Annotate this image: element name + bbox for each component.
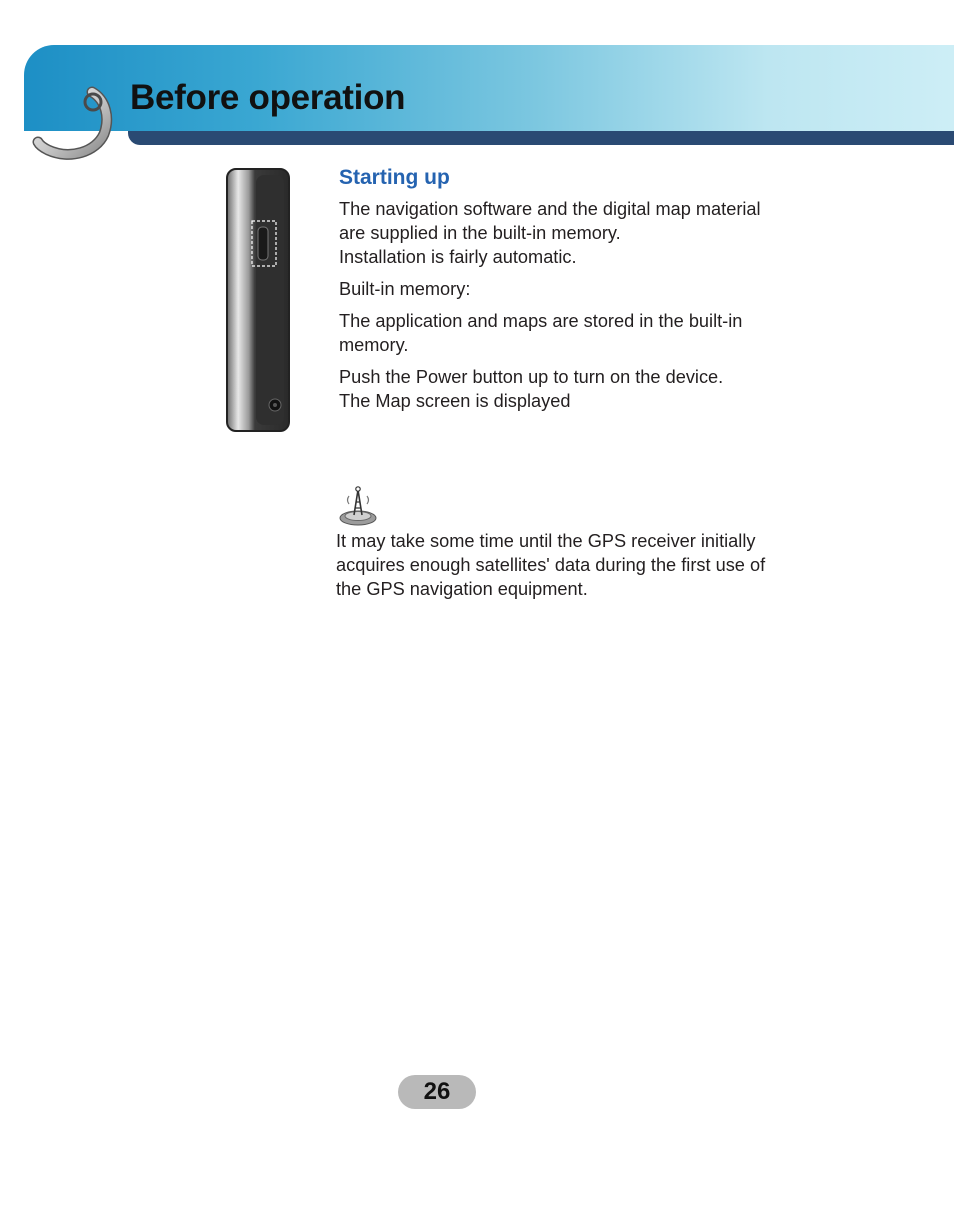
text-line: It may take some time until the GPS receiver initially xyxy=(336,531,756,551)
section-title: Starting up xyxy=(339,166,450,189)
page-title: Before operation xyxy=(130,78,406,117)
header-rule xyxy=(128,131,954,145)
memory-label xyxy=(339,277,819,301)
text-line: the GPS navigation equipment. xyxy=(336,579,588,599)
antenna-note-icon xyxy=(337,484,381,528)
text-line: Installation is fairly automatic. xyxy=(339,247,577,267)
text-line: are supplied in the built-in memory. xyxy=(339,223,621,243)
power-button[interactable] xyxy=(252,221,276,266)
text-line: The application and maps are stored in the built-in xyxy=(339,311,743,331)
device-side-illustration xyxy=(225,167,293,433)
starting-up-section xyxy=(339,166,819,421)
power-paragraph xyxy=(339,365,819,413)
text-line: The Map screen is displayed xyxy=(339,391,571,411)
gps-note xyxy=(336,529,826,601)
text-line: The navigation software and the digital map material xyxy=(339,199,761,219)
page-number-badge: 26 xyxy=(398,1075,476,1109)
text-line: Push the Power button up to turn on the device. xyxy=(339,367,724,387)
intro-paragraph xyxy=(339,197,819,269)
text-line: memory. xyxy=(339,335,409,355)
memory-paragraph xyxy=(339,309,819,357)
binder-ring-icon xyxy=(30,78,120,168)
text-line: Built-in memory: xyxy=(339,279,471,299)
text-line: acquires enough satellites' data during the first use of xyxy=(336,555,766,575)
